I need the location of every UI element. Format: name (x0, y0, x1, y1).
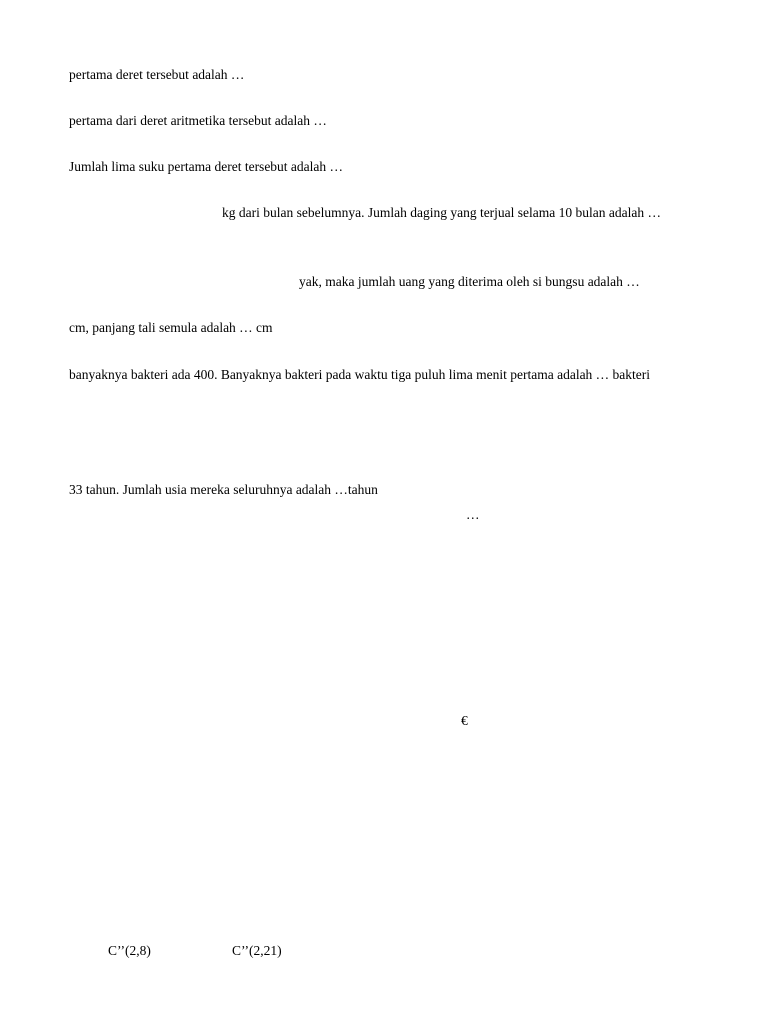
text-line-5: yak, maka jumlah uang yang diterima oleh si bungsu adalah … (299, 274, 640, 289)
text-line-7: banyaknya bakteri ada 400. Banyaknya bakteri pada waktu tiga puluh lima menit pertama adalah … bakteri (69, 367, 651, 382)
coordinate-label-2: C’’(2,21) (232, 943, 282, 958)
coordinate-label-1: C’’(2,8) (108, 943, 151, 958)
text-line-4: kg dari bulan sebelumnya. Jumlah daging yang terjual selama 10 bulan adalah … (222, 205, 662, 220)
text-line-3: Jumlah lima suku pertama deret tersebut adalah … (69, 159, 344, 174)
euro-symbol: € (461, 713, 468, 728)
text-line-8: 33 tahun. Jumlah usia mereka seluruhnya adalah …tahun (69, 482, 378, 497)
text-line-6: cm, panjang tali semula adalah … cm (69, 320, 273, 335)
text-line-1: pertama deret tersebut adalah … (69, 67, 245, 82)
text-line-2: pertama dari deret aritmetika tersebut adalah … (69, 113, 327, 128)
ellipsis-text: … (466, 507, 480, 522)
